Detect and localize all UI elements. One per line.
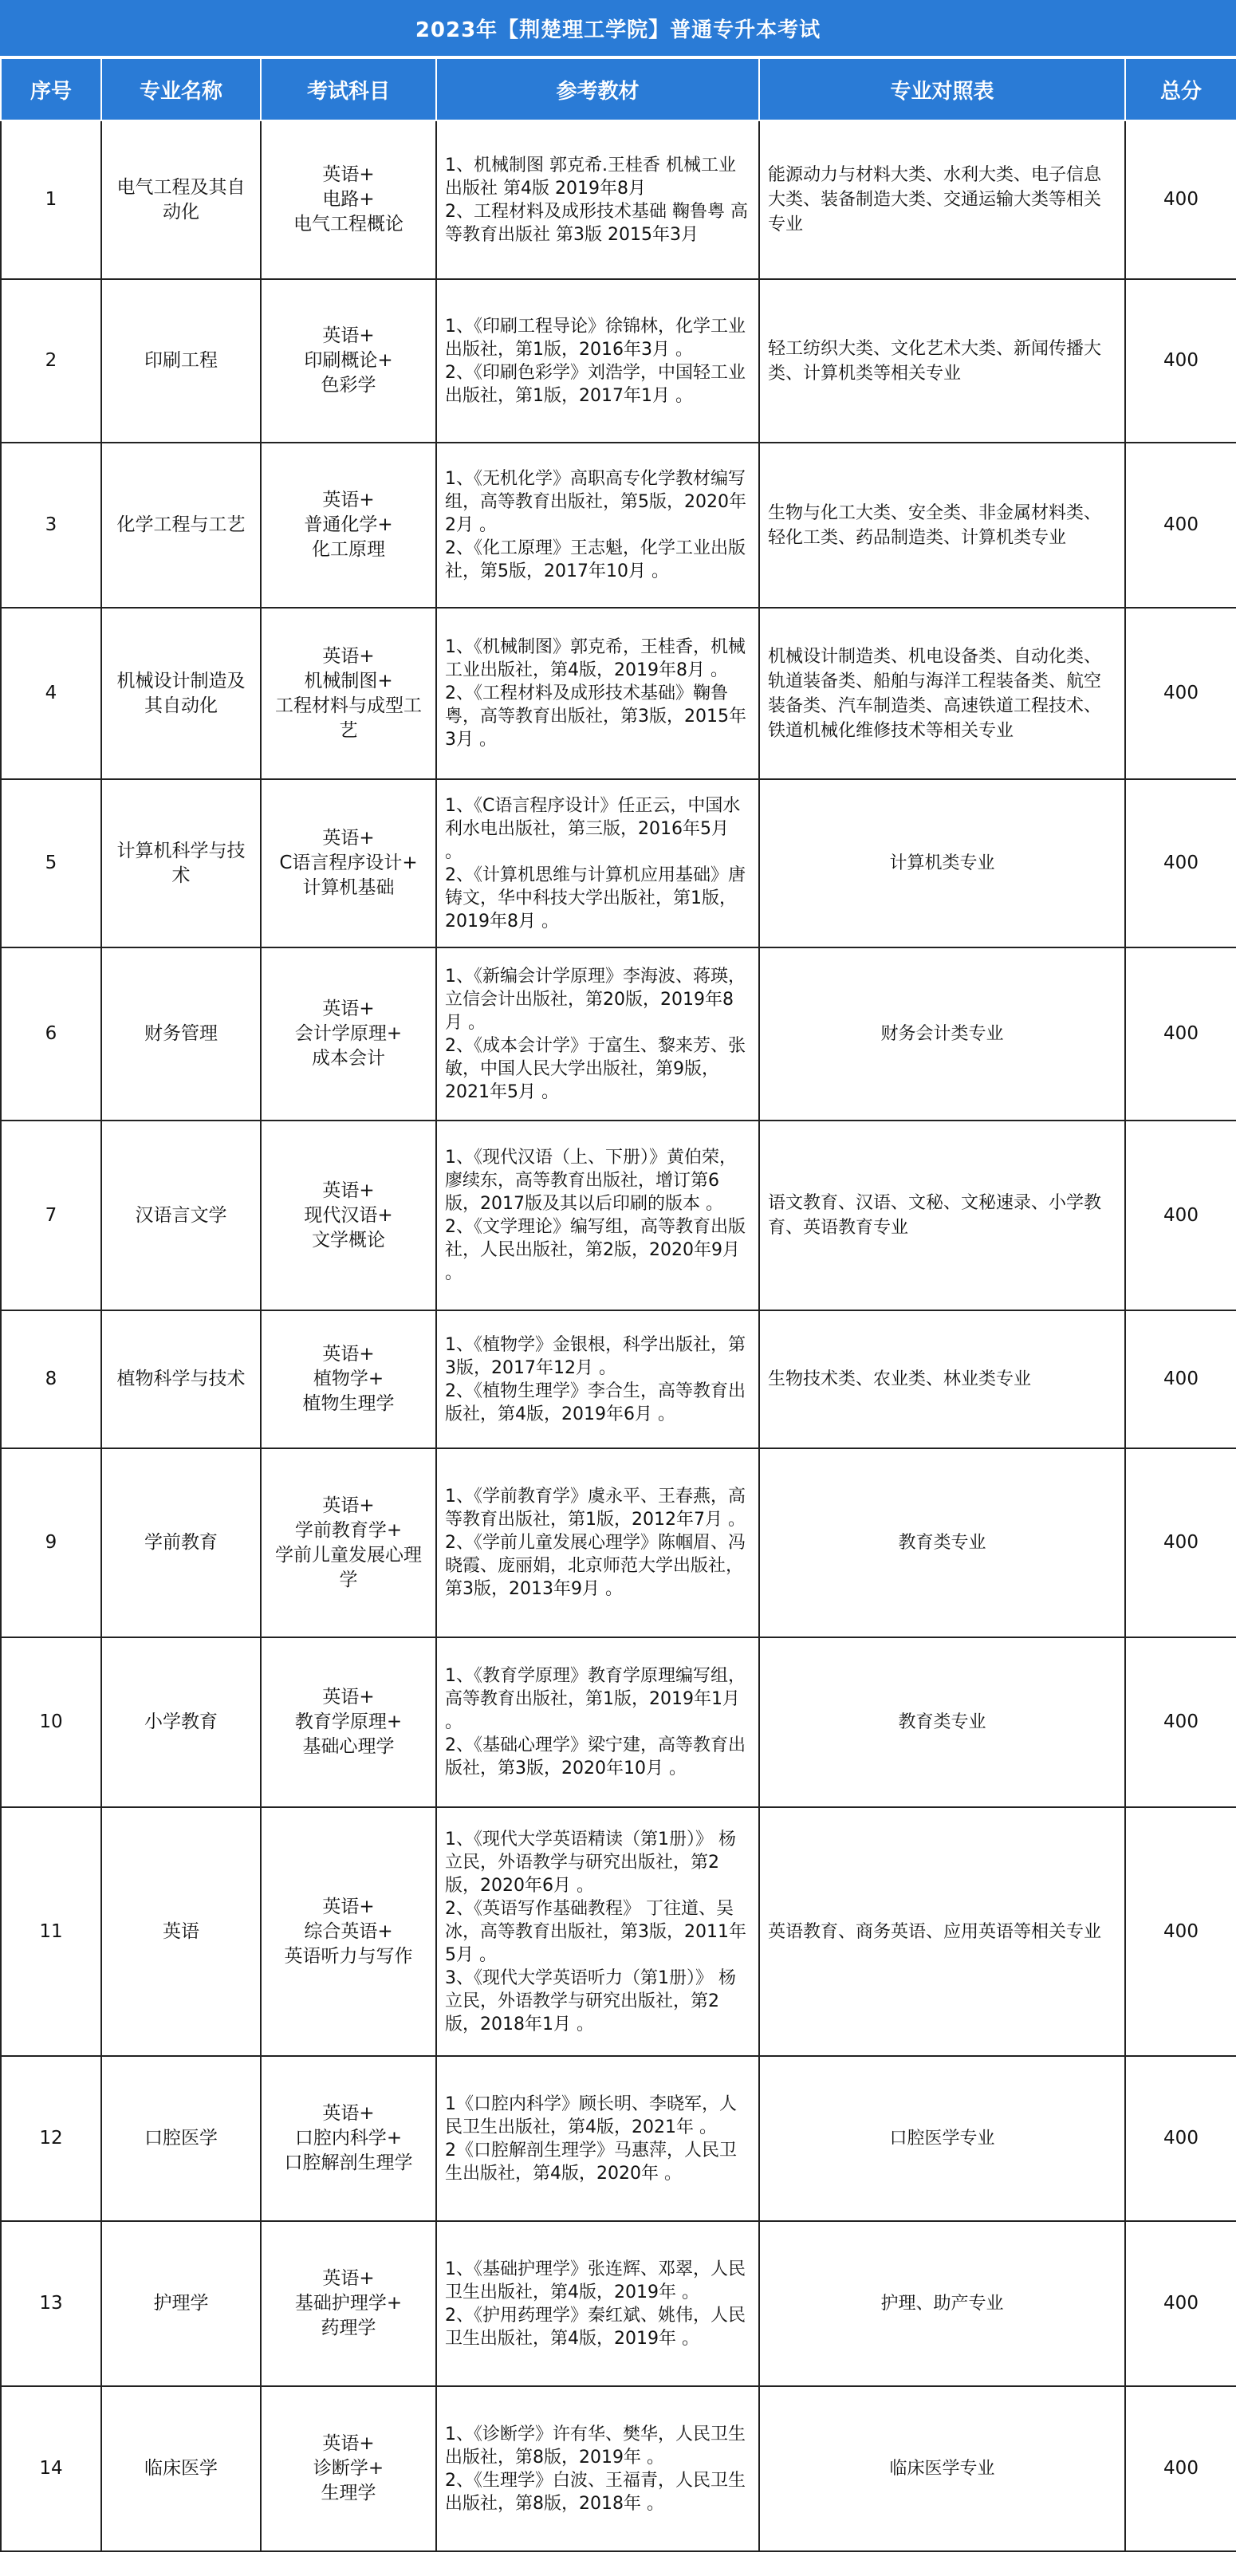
row-books: 1、《学前教育学》虞永平、王春燕，高等教育出版社，第1版，2012年7月 。 2、《学前儿童发展心理学》陈帼眉、冯晓霞、庞丽娟，北京师范大学出版社，第3版，2013年9月 。 [436,1448,759,1637]
row-major: 英语 [101,1807,261,2056]
row-major: 计算机科学与技术 [101,779,261,947]
row-subjects: 英语+ 印刷概论+ 色彩学 [261,279,436,443]
row-books: 1、《基础护理学》张连辉、邓翠，人民卫生出版社，第4版，2019年 。 2、《护用药理学》秦红斌、姚伟，人民卫生出版社，第4版，2019年 。 [436,2221,759,2386]
row-subjects: 英语+ 电路+ 电气工程概论 [261,120,436,279]
header-major: 专业名称 [101,58,261,120]
row-score: 400 [1125,1807,1236,2056]
header-books: 参考教材 [436,58,759,120]
row-subjects: 英语+ 植物学+ 植物生理学 [261,1310,436,1448]
row-subjects: 英语+ 诊断学+ 生理学 [261,2386,436,2551]
row-subjects: 英语+ 普通化学+ 化工原理 [261,443,436,608]
row-major: 汉语言文学 [101,1121,261,1310]
row-major: 植物科学与技术 [101,1310,261,1448]
exam-table [0,57,1236,2552]
table-row [1,1637,1236,1807]
row-no: 9 [1,1448,101,1637]
table-row [1,279,1236,443]
row-score: 400 [1125,279,1236,443]
row-mapping: 护理、助产专业 [759,2221,1125,2386]
row-subjects: 英语+ 综合英语+ 英语听力与写作 [261,1807,436,2056]
row-no: 7 [1,1121,101,1310]
row-major: 化学工程与工艺 [101,443,261,608]
row-mapping: 教育类专业 [759,1448,1125,1637]
row-no: 3 [1,443,101,608]
row-books: 1、《诊断学》许有华、樊华，人民卫生出版社，第8版，2019年 。 2、《生理学》白波、王福青，人民卫生出版社，第8版，2018年 。 [436,2386,759,2551]
row-subjects: 英语+ 学前教育学+ 学前儿童发展心理学 [261,1448,436,1637]
row-mapping: 生物与化工大类、安全类、非金属材料类、轻化工类、药品制造类、计算机类专业 [759,443,1125,608]
row-subjects: 英语+ 机械制图+ 工程材料与成型工艺 [261,608,436,779]
row-no: 11 [1,1807,101,2056]
table-row [1,947,1236,1121]
table-row [1,2056,1236,2221]
row-major: 电气工程及其自动化 [101,120,261,279]
row-score: 400 [1125,443,1236,608]
row-books: 1、《印刷工程导论》徐锦林，化学工业出版社，第1版，2016年3月 。 2、《印刷色彩学》刘浩学，中国轻工业出版社，第1版，2017年1月 。 [436,279,759,443]
row-books: 1、《机械制图》郭克希，王桂香，机械工业出版社，第4版，2019年8月 。 2、《工程材料及成形技术基础》鞠鲁粤，高等教育出版社，第3版，2015年3月 。 [436,608,759,779]
row-subjects: 英语+ 会计学原理+ 成本会计 [261,947,436,1121]
page-title: 2023年【荆楚理工学院】普通专升本考试 [0,0,1236,57]
table-row [1,2221,1236,2386]
table-row [1,443,1236,608]
row-mapping: 口腔医学专业 [759,2056,1125,2221]
row-mapping: 教育类专业 [759,1637,1125,1807]
row-mapping: 机械设计制造类、机电设备类、自动化类、轨道装备类、船舶与海洋工程装备类、航空装备类、汽车制造类、高速铁道工程技术、铁道机械化维修技术等相关专业 [759,608,1125,779]
row-major: 机械设计制造及其自动化 [101,608,261,779]
row-score: 400 [1125,2056,1236,2221]
row-score: 400 [1125,779,1236,947]
row-books: 1《口腔内科学》顾长明、李晓军，人民卫生出版社，第4版，2021年 。 2《口腔解剖生理学》马惠萍，人民卫生出版社，第4版，2020年 。 [436,2056,759,2221]
table-row [1,1448,1236,1637]
row-score: 400 [1125,947,1236,1121]
row-books: 1、《无机化学》高职高专化学教材编写组，高等教育出版社，第5版，2020年2月 。 2、《化工原理》王志魁，化学工业出版社，第5版，2017年10月 。 [436,443,759,608]
header-score: 总分 [1125,58,1236,120]
row-no: 12 [1,2056,101,2221]
table-row [1,1310,1236,1448]
header-subjects: 考试科目 [261,58,436,120]
row-mapping: 生物技术类、农业类、林业类专业 [759,1310,1125,1448]
table-row [1,779,1236,947]
header-row [1,58,1236,120]
row-books: 1、机械制图 郭克希.王桂香 机械工业出版社 第4版 2019年8月 2、工程材料及成形技术基础 鞠鲁粤 高等教育出版社 第3版 2015年3月 [436,120,759,279]
row-subjects: 英语+ 基础护理学+ 药理学 [261,2221,436,2386]
row-mapping: 财务会计类专业 [759,947,1125,1121]
row-books: 1、《新编会计学原理》李海波、蒋瑛，立信会计出版社，第20版，2019年8月 。 2、《成本会计学》于富生、黎来芳、张敏，中国人民大学出版社，第9版，2021年5月 。 [436,947,759,1121]
row-score: 400 [1125,2221,1236,2386]
row-no: 14 [1,2386,101,2551]
row-major: 小学教育 [101,1637,261,1807]
row-books: 1、《现代大学英语精读（第1册）》 杨立民，外语教学与研究出版社，第2版，2020年6月 。 2、《英语写作基础教程》 丁往道、吴冰，高等教育出版社，第3版，2011年5月 。 3、《现代大学英语听力（第1册）》 杨立民，外语教学与研究出版社，第2版，2018年1月 。 [436,1807,759,2056]
row-score: 400 [1125,1121,1236,1310]
row-books: 1、《植物学》金银根，科学出版社，第3版，2017年12月 。 2、《植物生理学》李合生，高等教育出版社，第4版，2019年6月 。 [436,1310,759,1448]
row-subjects: 英语+ 现代汉语+ 文学概论 [261,1121,436,1310]
row-books: 1、《教育学原理》教育学原理编写组，高等教育出版社，第1版，2019年1月 。 2、《基础心理学》梁宁建，高等教育出版社，第3版，2020年10月 。 [436,1637,759,1807]
header-mapping: 专业对照表 [759,58,1125,120]
table-row [1,1807,1236,2056]
row-major: 印刷工程 [101,279,261,443]
row-no: 5 [1,779,101,947]
row-major: 财务管理 [101,947,261,1121]
row-no: 1 [1,120,101,279]
row-mapping: 英语教育、商务英语、应用英语等相关专业 [759,1807,1125,2056]
row-score: 400 [1125,1310,1236,1448]
table-row [1,1121,1236,1310]
table-row [1,608,1236,779]
table-row [1,2386,1236,2551]
row-subjects: 英语+ 口腔内科学+ 口腔解剖生理学 [261,2056,436,2221]
row-score: 400 [1125,1637,1236,1807]
row-major: 口腔医学 [101,2056,261,2221]
row-major: 学前教育 [101,1448,261,1637]
row-no: 13 [1,2221,101,2386]
row-score: 400 [1125,1448,1236,1637]
row-no: 2 [1,279,101,443]
row-no: 4 [1,608,101,779]
row-no: 6 [1,947,101,1121]
row-no: 10 [1,1637,101,1807]
row-score: 400 [1125,2386,1236,2551]
row-mapping: 临床医学专业 [759,2386,1125,2551]
row-mapping: 轻工纺织大类、文化艺术大类、新闻传播大类、计算机类等相关专业 [759,279,1125,443]
row-major: 护理学 [101,2221,261,2386]
row-mapping: 能源动力与材料大类、水利大类、电子信息大类、装备制造大类、交通运输大类等相关专业 [759,120,1125,279]
row-score: 400 [1125,608,1236,779]
row-mapping: 语文教育、汉语、文秘、文秘速录、小学教育、英语教育专业 [759,1121,1125,1310]
row-mapping: 计算机类专业 [759,779,1125,947]
row-books: 1、《现代汉语（上、下册）》黄伯荣，廖续东，高等教育出版社，增订第6版，2017版及其以后印刷的版本 。 2、《文学理论》编写组，高等教育出版社，人民出版社，第2版，2020年9月 。 [436,1121,759,1310]
row-subjects: 英语+ C语言程序设计+ 计算机基础 [261,779,436,947]
row-no: 8 [1,1310,101,1448]
row-major: 临床医学 [101,2386,261,2551]
row-subjects: 英语+ 教育学原理+ 基础心理学 [261,1637,436,1807]
table-row [1,120,1236,279]
header-no: 序号 [1,58,101,120]
row-books: 1、《C语言程序设计》任正云，中国水利水电出版社，第三版，2016年5月 。 2、《计算机思维与计算机应用基础》唐铸文，华中科技大学出版社，第1版，2019年8月 。 [436,779,759,947]
row-score: 400 [1125,120,1236,279]
